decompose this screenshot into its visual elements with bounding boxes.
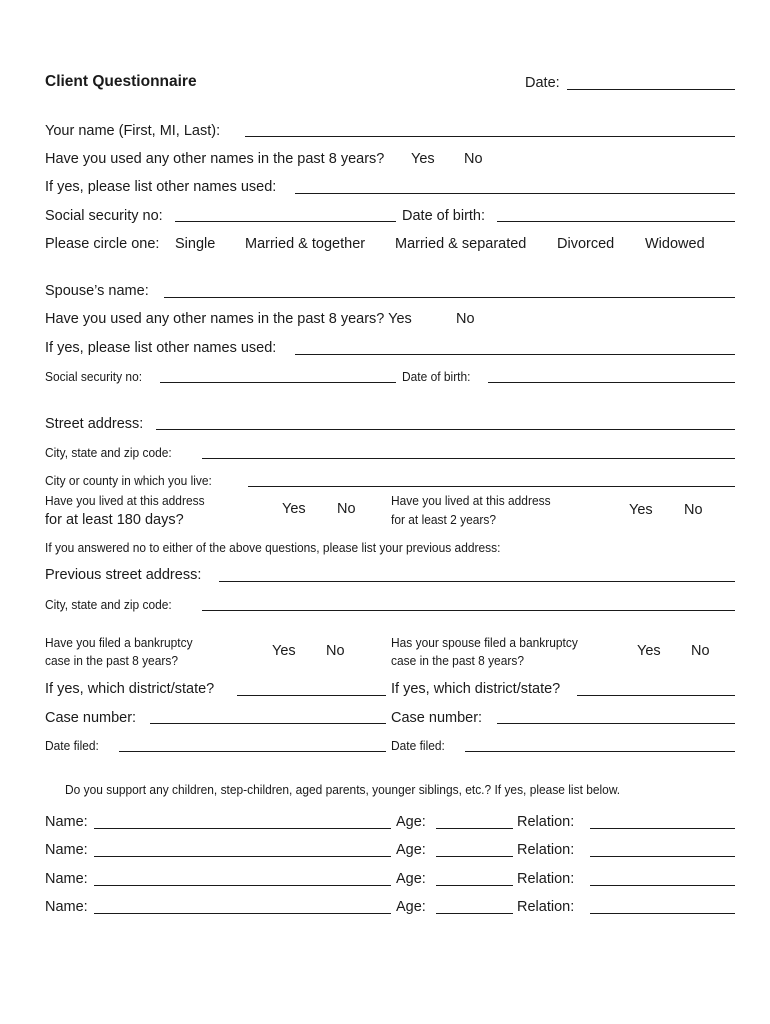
spouse-ssn-field[interactable] bbox=[160, 382, 396, 383]
ssn-field[interactable] bbox=[175, 221, 396, 222]
other-names-list-label: If yes, please list other names used: bbox=[45, 179, 277, 195]
lived-180-no-option[interactable]: No bbox=[337, 501, 356, 517]
dob-field[interactable] bbox=[497, 221, 735, 222]
date-field[interactable] bbox=[567, 89, 735, 90]
lived-2-years-line2: for at least 2 years? bbox=[391, 512, 497, 527]
spouse-bankruptcy-yes-option[interactable]: Yes bbox=[637, 643, 661, 659]
marital-option-married-together[interactable]: Married & together bbox=[245, 236, 366, 252]
spouse-other-names-list-field[interactable] bbox=[295, 354, 735, 355]
lived-2-years-yes-option[interactable]: Yes bbox=[629, 502, 653, 518]
dependent-name-label: Name: bbox=[45, 899, 88, 915]
dependent-name-label: Name: bbox=[45, 814, 88, 830]
dependent-age-field[interactable] bbox=[436, 828, 513, 829]
other-names-yes-option[interactable]: Yes bbox=[411, 151, 435, 167]
ssn-label: Social security no: bbox=[45, 208, 163, 224]
marital-option-single[interactable]: Single bbox=[175, 236, 216, 252]
dependent-age-field[interactable] bbox=[436, 885, 513, 886]
client-bankruptcy-line1: Have you filed a bankruptcy bbox=[45, 635, 193, 650]
dependents-intro: Do you support any children, step-children, aged parents, younger siblings, etc.? If yes, please list below. bbox=[65, 782, 621, 797]
client-district-field[interactable] bbox=[237, 695, 386, 696]
client-date-filed-label: Date filed: bbox=[45, 738, 99, 753]
dependent-name-label: Name: bbox=[45, 842, 88, 858]
client-case-number-field[interactable] bbox=[150, 723, 386, 724]
client-bankruptcy-yes-option[interactable]: Yes bbox=[272, 643, 296, 659]
city-state-zip-label: City, state and zip code: bbox=[45, 445, 172, 460]
name-field[interactable] bbox=[245, 136, 735, 137]
dependent-name-field[interactable] bbox=[94, 885, 391, 886]
dependent-name-label: Name: bbox=[45, 871, 88, 887]
form-title: Client Questionnaire bbox=[45, 73, 197, 90]
lived-2-years-no-option[interactable]: No bbox=[684, 502, 703, 518]
name-label: Your name (First, MI, Last): bbox=[45, 123, 221, 139]
other-names-list-field[interactable] bbox=[295, 193, 735, 194]
other-names-no-option[interactable]: No bbox=[464, 151, 483, 167]
dob-label: Date of birth: bbox=[402, 208, 486, 224]
client-bankruptcy-line2: case in the past 8 years? bbox=[45, 653, 178, 668]
dependent-name-field[interactable] bbox=[94, 913, 391, 914]
spouse-case-number-label: Case number: bbox=[391, 710, 483, 726]
dependent-age-label: Age: bbox=[396, 814, 426, 830]
client-date-filed-field[interactable] bbox=[119, 751, 386, 752]
marital-option-widowed[interactable]: Widowed bbox=[645, 236, 705, 252]
dependent-relation-label: Relation: bbox=[517, 842, 575, 858]
spouse-ssn-label: Social security no: bbox=[45, 369, 143, 384]
spouse-date-filed-label: Date filed: bbox=[391, 738, 445, 753]
spouse-date-filed-field[interactable] bbox=[465, 751, 735, 752]
client-district-label: If yes, which district/state? bbox=[45, 681, 215, 697]
spouse-bankruptcy-no-option[interactable]: No bbox=[691, 643, 710, 659]
spouse-district-label: If yes, which district/state? bbox=[391, 681, 561, 697]
spouse-name-field[interactable] bbox=[164, 297, 735, 298]
marital-circle-label: Please circle one: bbox=[45, 236, 160, 252]
dependent-relation-label: Relation: bbox=[517, 814, 575, 830]
spouse-bankruptcy-line1: Has your spouse filed a bankruptcy bbox=[391, 635, 578, 650]
spouse-district-field[interactable] bbox=[577, 695, 735, 696]
dependent-name-field[interactable] bbox=[94, 828, 391, 829]
previous-address-note: If you answered no to either of the above questions, please list your previous address: bbox=[45, 540, 501, 555]
street-address-field[interactable] bbox=[156, 429, 735, 430]
dependent-relation-label: Relation: bbox=[517, 899, 575, 915]
lived-2-years-line1: Have you lived at this address bbox=[391, 493, 551, 508]
previous-street-field[interactable] bbox=[219, 581, 735, 582]
other-names-question: Have you used any other names in the past 8 years? bbox=[45, 151, 385, 167]
lived-180-days-line1: Have you lived at this address bbox=[45, 493, 205, 508]
spouse-dob-label: Date of birth: bbox=[402, 369, 471, 384]
dependent-age-label: Age: bbox=[396, 899, 426, 915]
city-state-zip-field[interactable] bbox=[202, 458, 735, 459]
spouse-case-number-field[interactable] bbox=[497, 723, 735, 724]
client-case-number-label: Case number: bbox=[45, 710, 137, 726]
marital-option-divorced[interactable]: Divorced bbox=[557, 236, 615, 252]
dependent-relation-field[interactable] bbox=[590, 856, 735, 857]
dependent-age-label: Age: bbox=[396, 871, 426, 887]
street-address-label: Street address: bbox=[45, 416, 144, 432]
lived-180-days-line2: for at least 180 days? bbox=[45, 512, 184, 528]
dependent-age-field[interactable] bbox=[436, 856, 513, 857]
lived-180-yes-option[interactable]: Yes bbox=[282, 501, 306, 517]
marital-option-married-separated[interactable]: Married & separated bbox=[395, 236, 527, 252]
spouse-other-names-no-option[interactable]: No bbox=[456, 311, 475, 327]
dependent-relation-field[interactable] bbox=[590, 913, 735, 914]
spouse-bankruptcy-line2: case in the past 8 years? bbox=[391, 653, 524, 668]
client-bankruptcy-no-option[interactable]: No bbox=[326, 643, 345, 659]
dependent-name-field[interactable] bbox=[94, 856, 391, 857]
previous-street-label: Previous street address: bbox=[45, 567, 202, 583]
dependent-relation-field[interactable] bbox=[590, 885, 735, 886]
previous-city-state-zip-field[interactable] bbox=[202, 610, 735, 611]
county-label: City or county in which you live: bbox=[45, 473, 212, 488]
dependent-age-label: Age: bbox=[396, 842, 426, 858]
dependent-relation-label: Relation: bbox=[517, 871, 575, 887]
county-field[interactable] bbox=[248, 486, 735, 487]
spouse-other-names-question: Have you used any other names in the past 8 years? Yes bbox=[45, 311, 412, 327]
spouse-name-label: Spouse’s name: bbox=[45, 283, 149, 299]
dependent-age-field[interactable] bbox=[436, 913, 513, 914]
dependent-relation-field[interactable] bbox=[590, 828, 735, 829]
spouse-dob-field[interactable] bbox=[488, 382, 735, 383]
date-label: Date: bbox=[525, 75, 560, 91]
spouse-other-names-list-label: If yes, please list other names used: bbox=[45, 340, 277, 356]
previous-city-state-zip-label: City, state and zip code: bbox=[45, 597, 172, 612]
